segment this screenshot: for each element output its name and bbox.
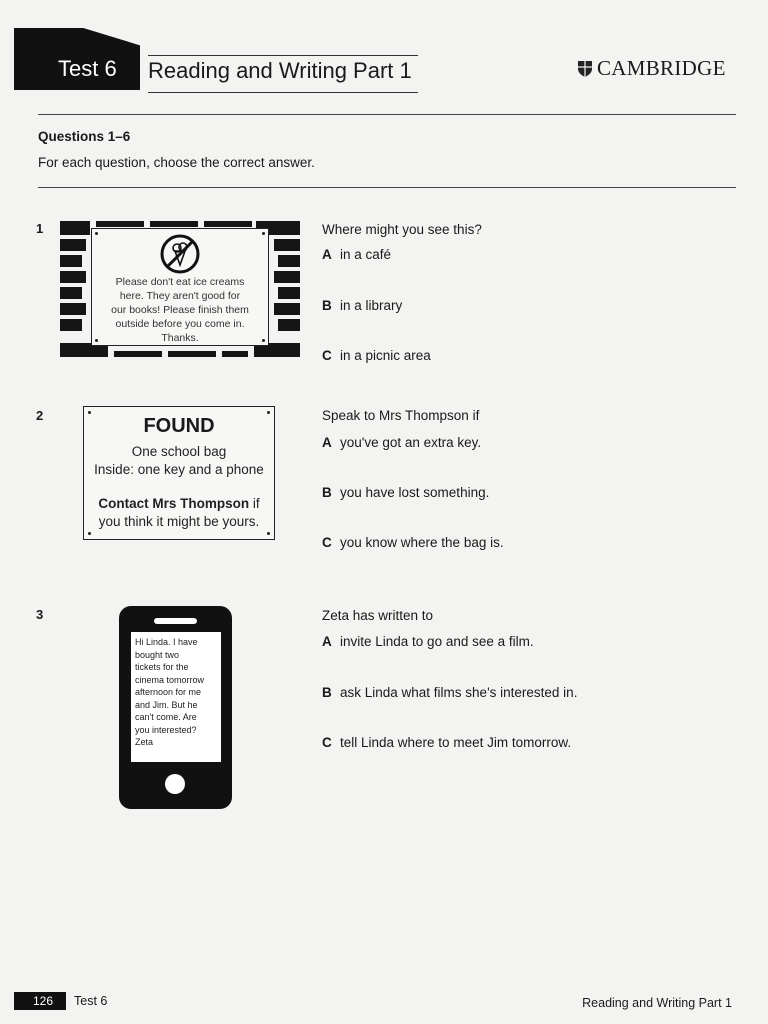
option-letter: B xyxy=(322,485,332,500)
notice-line: outside before you come in. xyxy=(115,318,245,330)
phone-screen xyxy=(131,632,221,762)
option-text: in a library xyxy=(340,298,403,313)
sms-line: you interested? xyxy=(135,724,197,735)
option-b[interactable] xyxy=(322,685,577,700)
option-b[interactable] xyxy=(322,298,402,313)
sms-line: tickets for the xyxy=(135,662,189,672)
footer-test-label: Test 6 xyxy=(74,994,108,1008)
pin xyxy=(262,339,265,342)
question-prompt: Zeta has written to xyxy=(322,608,434,623)
option-letter: B xyxy=(322,685,332,700)
contact-rest: if xyxy=(249,496,260,511)
option-letter: A xyxy=(322,247,332,262)
pin xyxy=(88,532,91,535)
instructions: For each question, choose the correct answer. xyxy=(38,155,315,170)
option-letter: C xyxy=(322,348,332,363)
found-notice xyxy=(83,406,275,540)
questions-heading: Questions 1–6 xyxy=(38,129,131,144)
option-text: you have lost something. xyxy=(340,485,490,500)
option-a[interactable] xyxy=(322,247,391,262)
sms-line: Hi Linda. I have xyxy=(135,637,198,647)
option-text: ask Linda what films she's interested in. xyxy=(340,685,578,700)
pin xyxy=(267,411,270,414)
option-text: in a café xyxy=(340,247,392,262)
sms-line: cinema tomorrow xyxy=(135,674,205,685)
sms-line: can't come. Are xyxy=(135,712,197,722)
option-text: invite Linda to go and see a film. xyxy=(340,634,534,649)
header-rule xyxy=(148,55,418,56)
option-text: you've got an extra key. xyxy=(340,435,482,450)
sms-line: afternoon for me xyxy=(135,687,202,697)
notice-line: Thanks. xyxy=(161,332,199,344)
notice-sign xyxy=(91,228,269,346)
section-title: Reading and Writing Part 1 xyxy=(148,58,412,83)
no-ice-cream-icon xyxy=(159,233,201,275)
option-letter: C xyxy=(322,735,332,750)
question-number: 1 xyxy=(36,221,44,236)
sms-message xyxy=(135,636,219,749)
question-prompt: Where might you see this? xyxy=(322,222,482,237)
option-c[interactable] xyxy=(322,348,431,363)
footer-section-label: Reading and Writing Part 1 xyxy=(582,996,732,1010)
question-prompt: Speak to Mrs Thompson if xyxy=(322,408,480,423)
option-c[interactable] xyxy=(322,535,504,550)
pin xyxy=(88,411,91,414)
option-letter: A xyxy=(322,634,332,649)
pin xyxy=(95,232,98,235)
phone-image xyxy=(119,606,232,809)
question-number: 2 xyxy=(36,408,44,423)
sms-line: and Jim. But he xyxy=(135,699,198,710)
notice-line: here. They aren't good for xyxy=(119,290,241,302)
pin xyxy=(262,232,265,235)
notice-contact xyxy=(84,496,274,511)
brand-logo xyxy=(577,56,726,81)
notice-line: our books! Please finish them xyxy=(111,304,249,316)
option-letter: B xyxy=(322,298,332,313)
notice-line: One school bag xyxy=(131,444,227,459)
home-button-icon xyxy=(165,774,185,794)
option-text: you know where the bag is. xyxy=(340,535,504,550)
notice-line: Inside: one key and a phone xyxy=(94,462,264,477)
brand-name: CAMBRIDGE xyxy=(597,56,726,80)
sms-line: Zeta xyxy=(135,737,154,747)
test-label: Test 6 xyxy=(58,56,117,81)
option-text: in a picnic area xyxy=(340,348,431,363)
question-number: 3 xyxy=(36,607,44,622)
option-text: tell Linda where to meet Jim tomorrow. xyxy=(340,735,572,750)
option-a[interactable] xyxy=(322,435,481,450)
notice-line: Please don't eat ice creams xyxy=(115,276,245,288)
option-letter: C xyxy=(322,535,332,550)
found-heading: FOUND xyxy=(143,415,215,437)
divider xyxy=(38,187,736,188)
phone-speaker xyxy=(154,618,197,624)
option-b[interactable] xyxy=(322,485,489,500)
divider xyxy=(38,114,736,115)
pin xyxy=(267,532,270,535)
page-number: 126 xyxy=(33,994,54,1008)
contact-name: Contact Mrs Thompson xyxy=(98,496,250,511)
option-a[interactable] xyxy=(322,634,534,649)
option-c[interactable] xyxy=(322,735,571,750)
header-rule xyxy=(148,92,418,93)
notice-text xyxy=(98,275,262,345)
shield-icon xyxy=(577,60,593,78)
option-letter: A xyxy=(322,435,332,450)
notice-line: you think it might be yours. xyxy=(98,514,260,529)
sms-line: bought two xyxy=(135,649,180,660)
